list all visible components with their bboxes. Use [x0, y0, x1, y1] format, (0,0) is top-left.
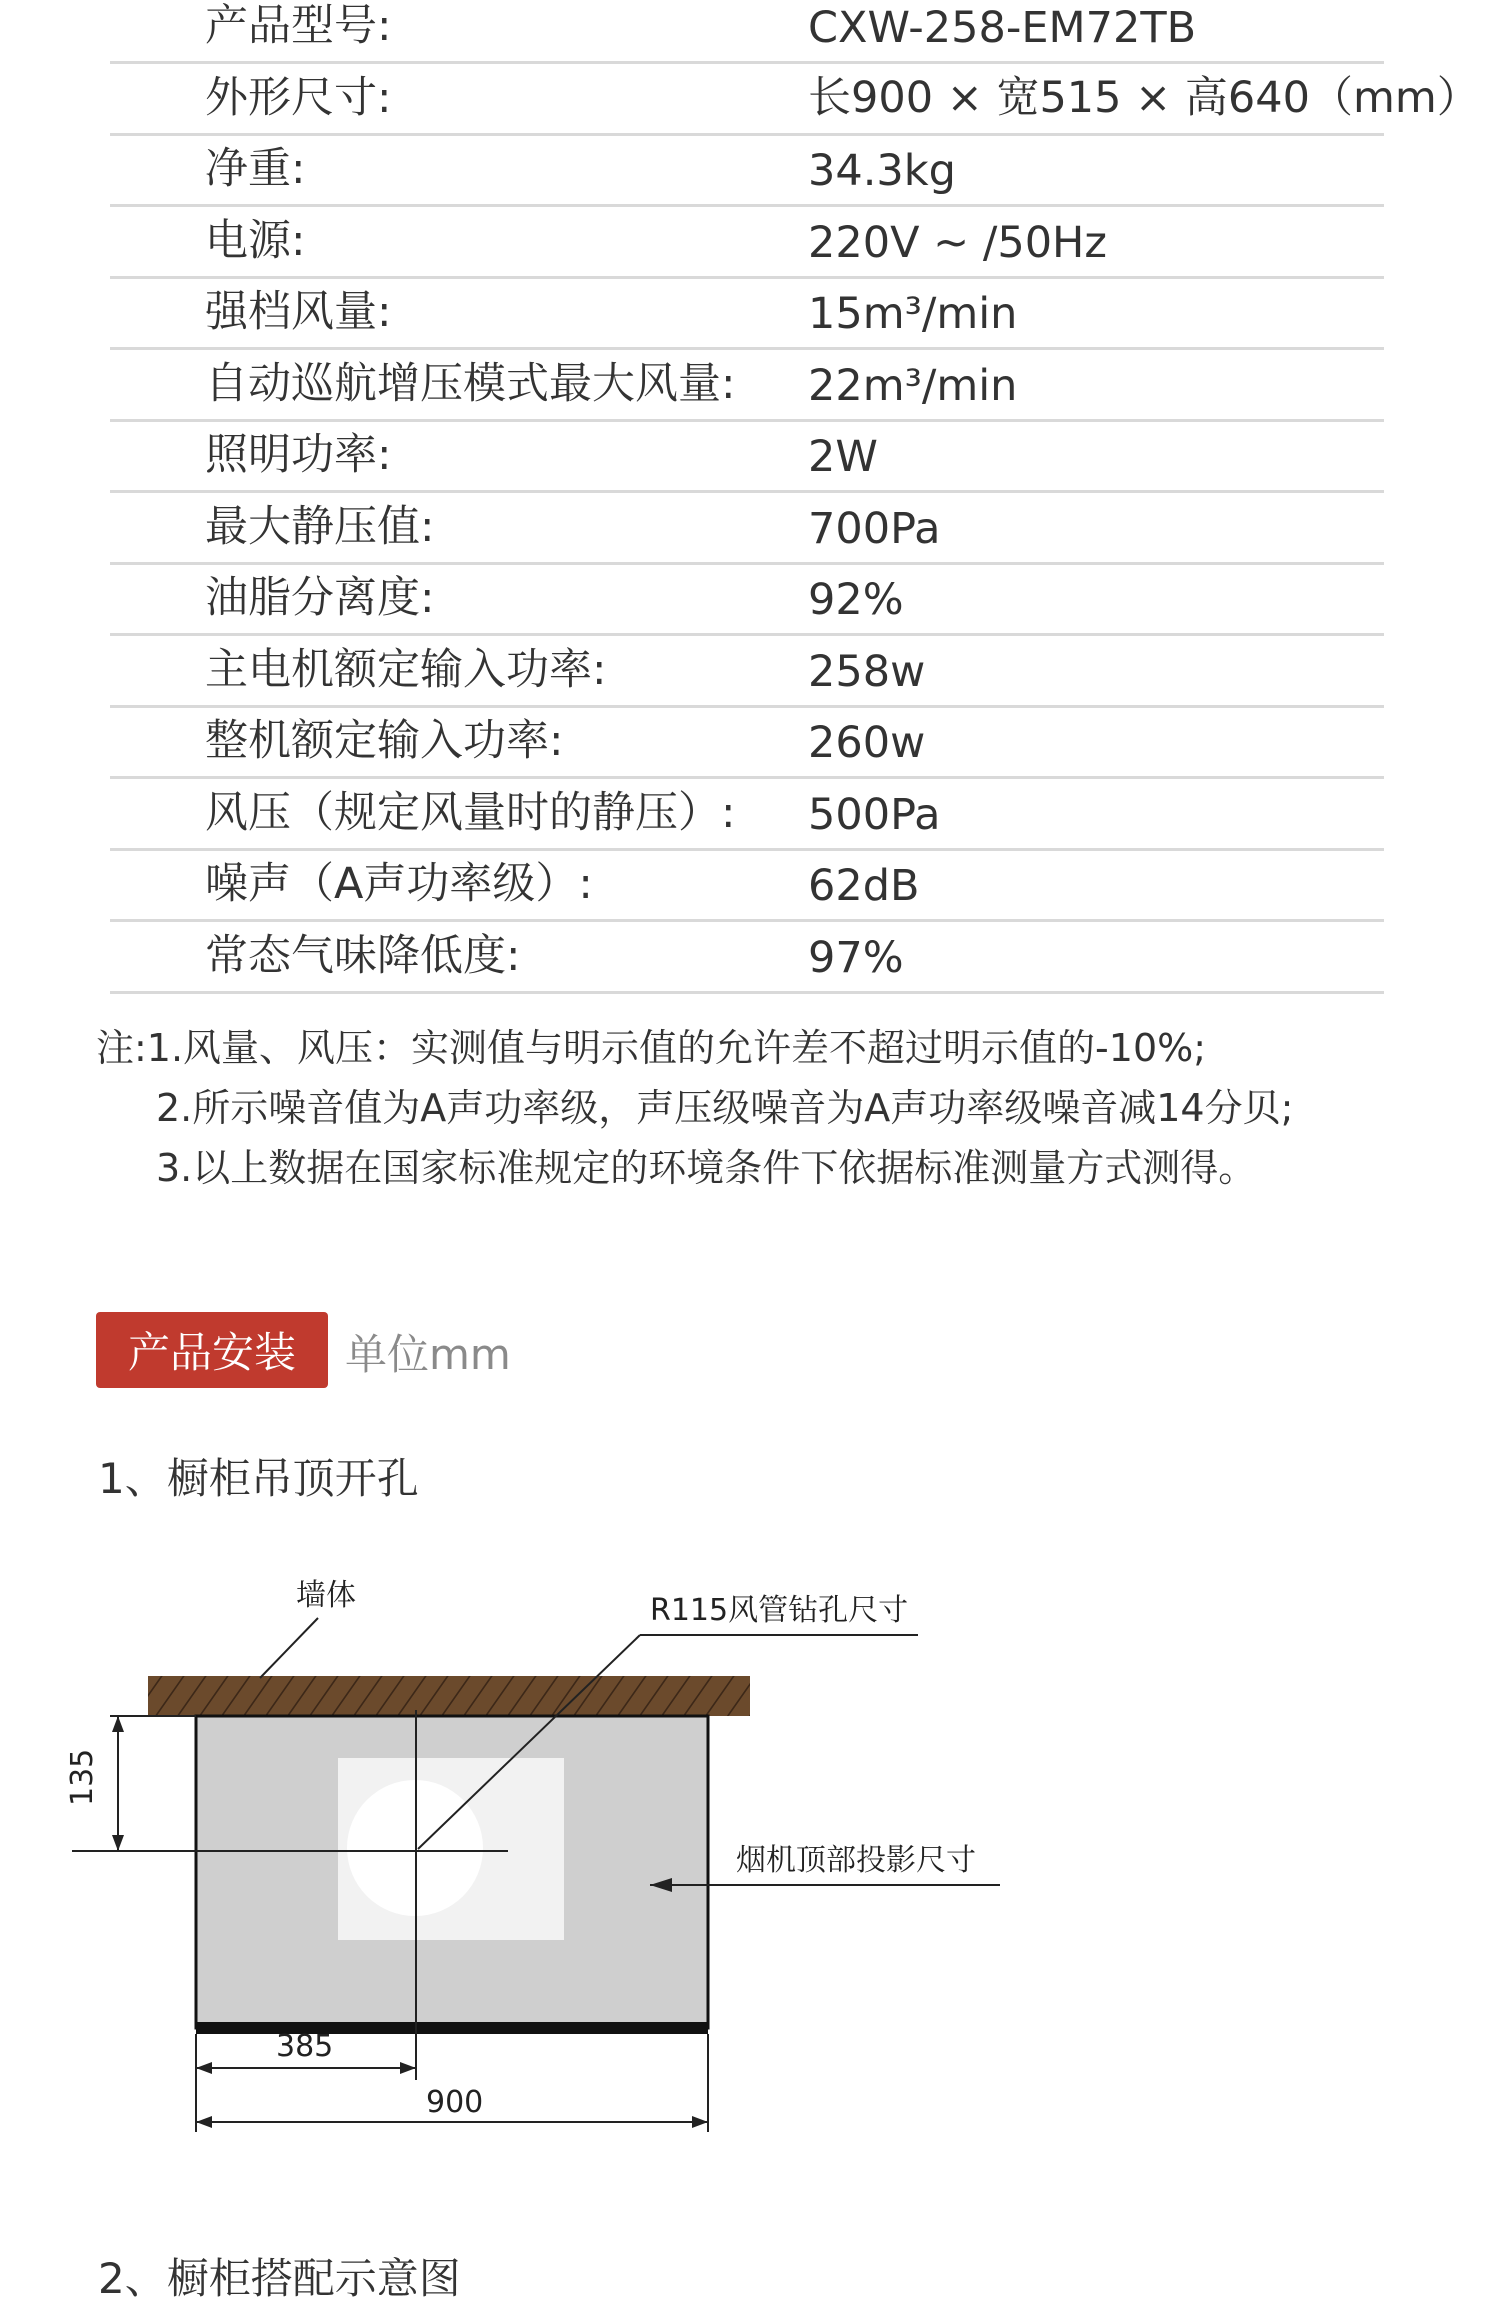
spec-value: 258w [808, 646, 926, 697]
spec-label: 电源: [205, 215, 306, 266]
sub-heading-ceiling-hole: 1、橱柜吊顶开孔 [98, 1454, 419, 1503]
spec-row [110, 922, 1384, 994]
spec-value: 260w [808, 718, 926, 768]
spec-value: 500Pa [808, 789, 941, 840]
spec-row [110, 207, 1384, 279]
spec-row [110, 0, 1384, 64]
spec-row [110, 493, 1384, 565]
wall-leader [260, 1618, 318, 1678]
spec-value: 22m³/min [808, 360, 1018, 411]
dim-900-label: 900 [426, 2085, 484, 2120]
hood-bottom-edge [196, 2022, 708, 2034]
spec-row [110, 779, 1384, 851]
spec-row [110, 565, 1384, 637]
duct-label: R115风管钻孔尺寸 [650, 1593, 909, 1628]
spec-label: 自动巡航增压模式最大风量: [205, 358, 736, 409]
spec-label: 最大静压值: [205, 501, 435, 552]
spec-row [110, 851, 1384, 923]
spec-value: 700Pa [808, 503, 941, 554]
spec-label: 整机额定输入功率: [205, 716, 564, 766]
spec-table [110, 0, 1480, 994]
spec-value: 34.3kg [808, 146, 956, 196]
spec-label: 强档风量: [205, 287, 392, 337]
spec-value: 62dB [808, 861, 920, 911]
spec-value: 长900 × 宽515 × 高640（mm） [808, 72, 1480, 123]
dim-900-arrow-right [692, 2116, 708, 2128]
spec-row [110, 279, 1384, 351]
dim-900-arrow-left [196, 2116, 212, 2128]
ceiling-hole-diagram [0, 1560, 1500, 2180]
spec-label: 净重: [205, 144, 306, 194]
dim-135-label: 135 [65, 1748, 100, 1806]
note-line: 注:1.风量、风压：实测值与明示值的允许差不超过明示值的-10%; [96, 1026, 1207, 1070]
spec-value: 220V ~ /50Hz [808, 217, 1107, 268]
spec-label: 油脂分离度: [205, 573, 435, 623]
spec-value: 2W [808, 432, 878, 482]
spec-label: 外形尺寸: [205, 72, 392, 123]
wall-block [148, 1676, 750, 1716]
spec-value: 92% [808, 575, 904, 625]
note-line: 3.以上数据在国家标准规定的环境条件下依据标准测量方式测得。 [156, 1146, 1257, 1190]
wall-label: 墙体 [296, 1578, 356, 1613]
dim-385-arrow-right [400, 2062, 416, 2074]
spec-row [110, 350, 1384, 422]
spec-label: 产品型号: [205, 1, 392, 51]
notes [96, 1018, 1293, 1198]
dim-385-arrow-left [196, 2062, 212, 2074]
spec-label: 风压（规定风量时的静压）: [205, 787, 736, 838]
sub-heading-cabinet-match: 2、橱柜搭配示意图 [98, 2254, 461, 2303]
dim-385-label: 385 [276, 2029, 334, 2064]
spec-row [110, 64, 1480, 136]
section-badge: 产品安装 [96, 1312, 328, 1388]
spec-label: 照明功率: [205, 430, 392, 480]
spec-label: 常态气味降低度: [205, 930, 521, 981]
spec-value: CXW-258-EM72TB [808, 3, 1197, 53]
spec-row [110, 636, 1384, 708]
section-unit: 单位mm [345, 1330, 511, 1379]
spec-row [110, 708, 1384, 780]
spec-value: 15m³/min [808, 289, 1018, 339]
projection-label: 烟机顶部投影尺寸 [736, 1843, 976, 1878]
spec-row [110, 422, 1384, 494]
dim-135-arrow-top [112, 1716, 124, 1732]
spec-label: 主电机额定输入功率: [205, 644, 607, 695]
spec-label: 噪声（A声功率级）: [205, 859, 593, 909]
spec-row [110, 136, 1384, 208]
spec-value: 97% [808, 932, 904, 983]
note-line: 2.所示噪音值为A声功率级，声压级噪音为A声功率级噪音减14分贝; [156, 1086, 1294, 1130]
dim-135-arrow-bottom [112, 1835, 124, 1851]
